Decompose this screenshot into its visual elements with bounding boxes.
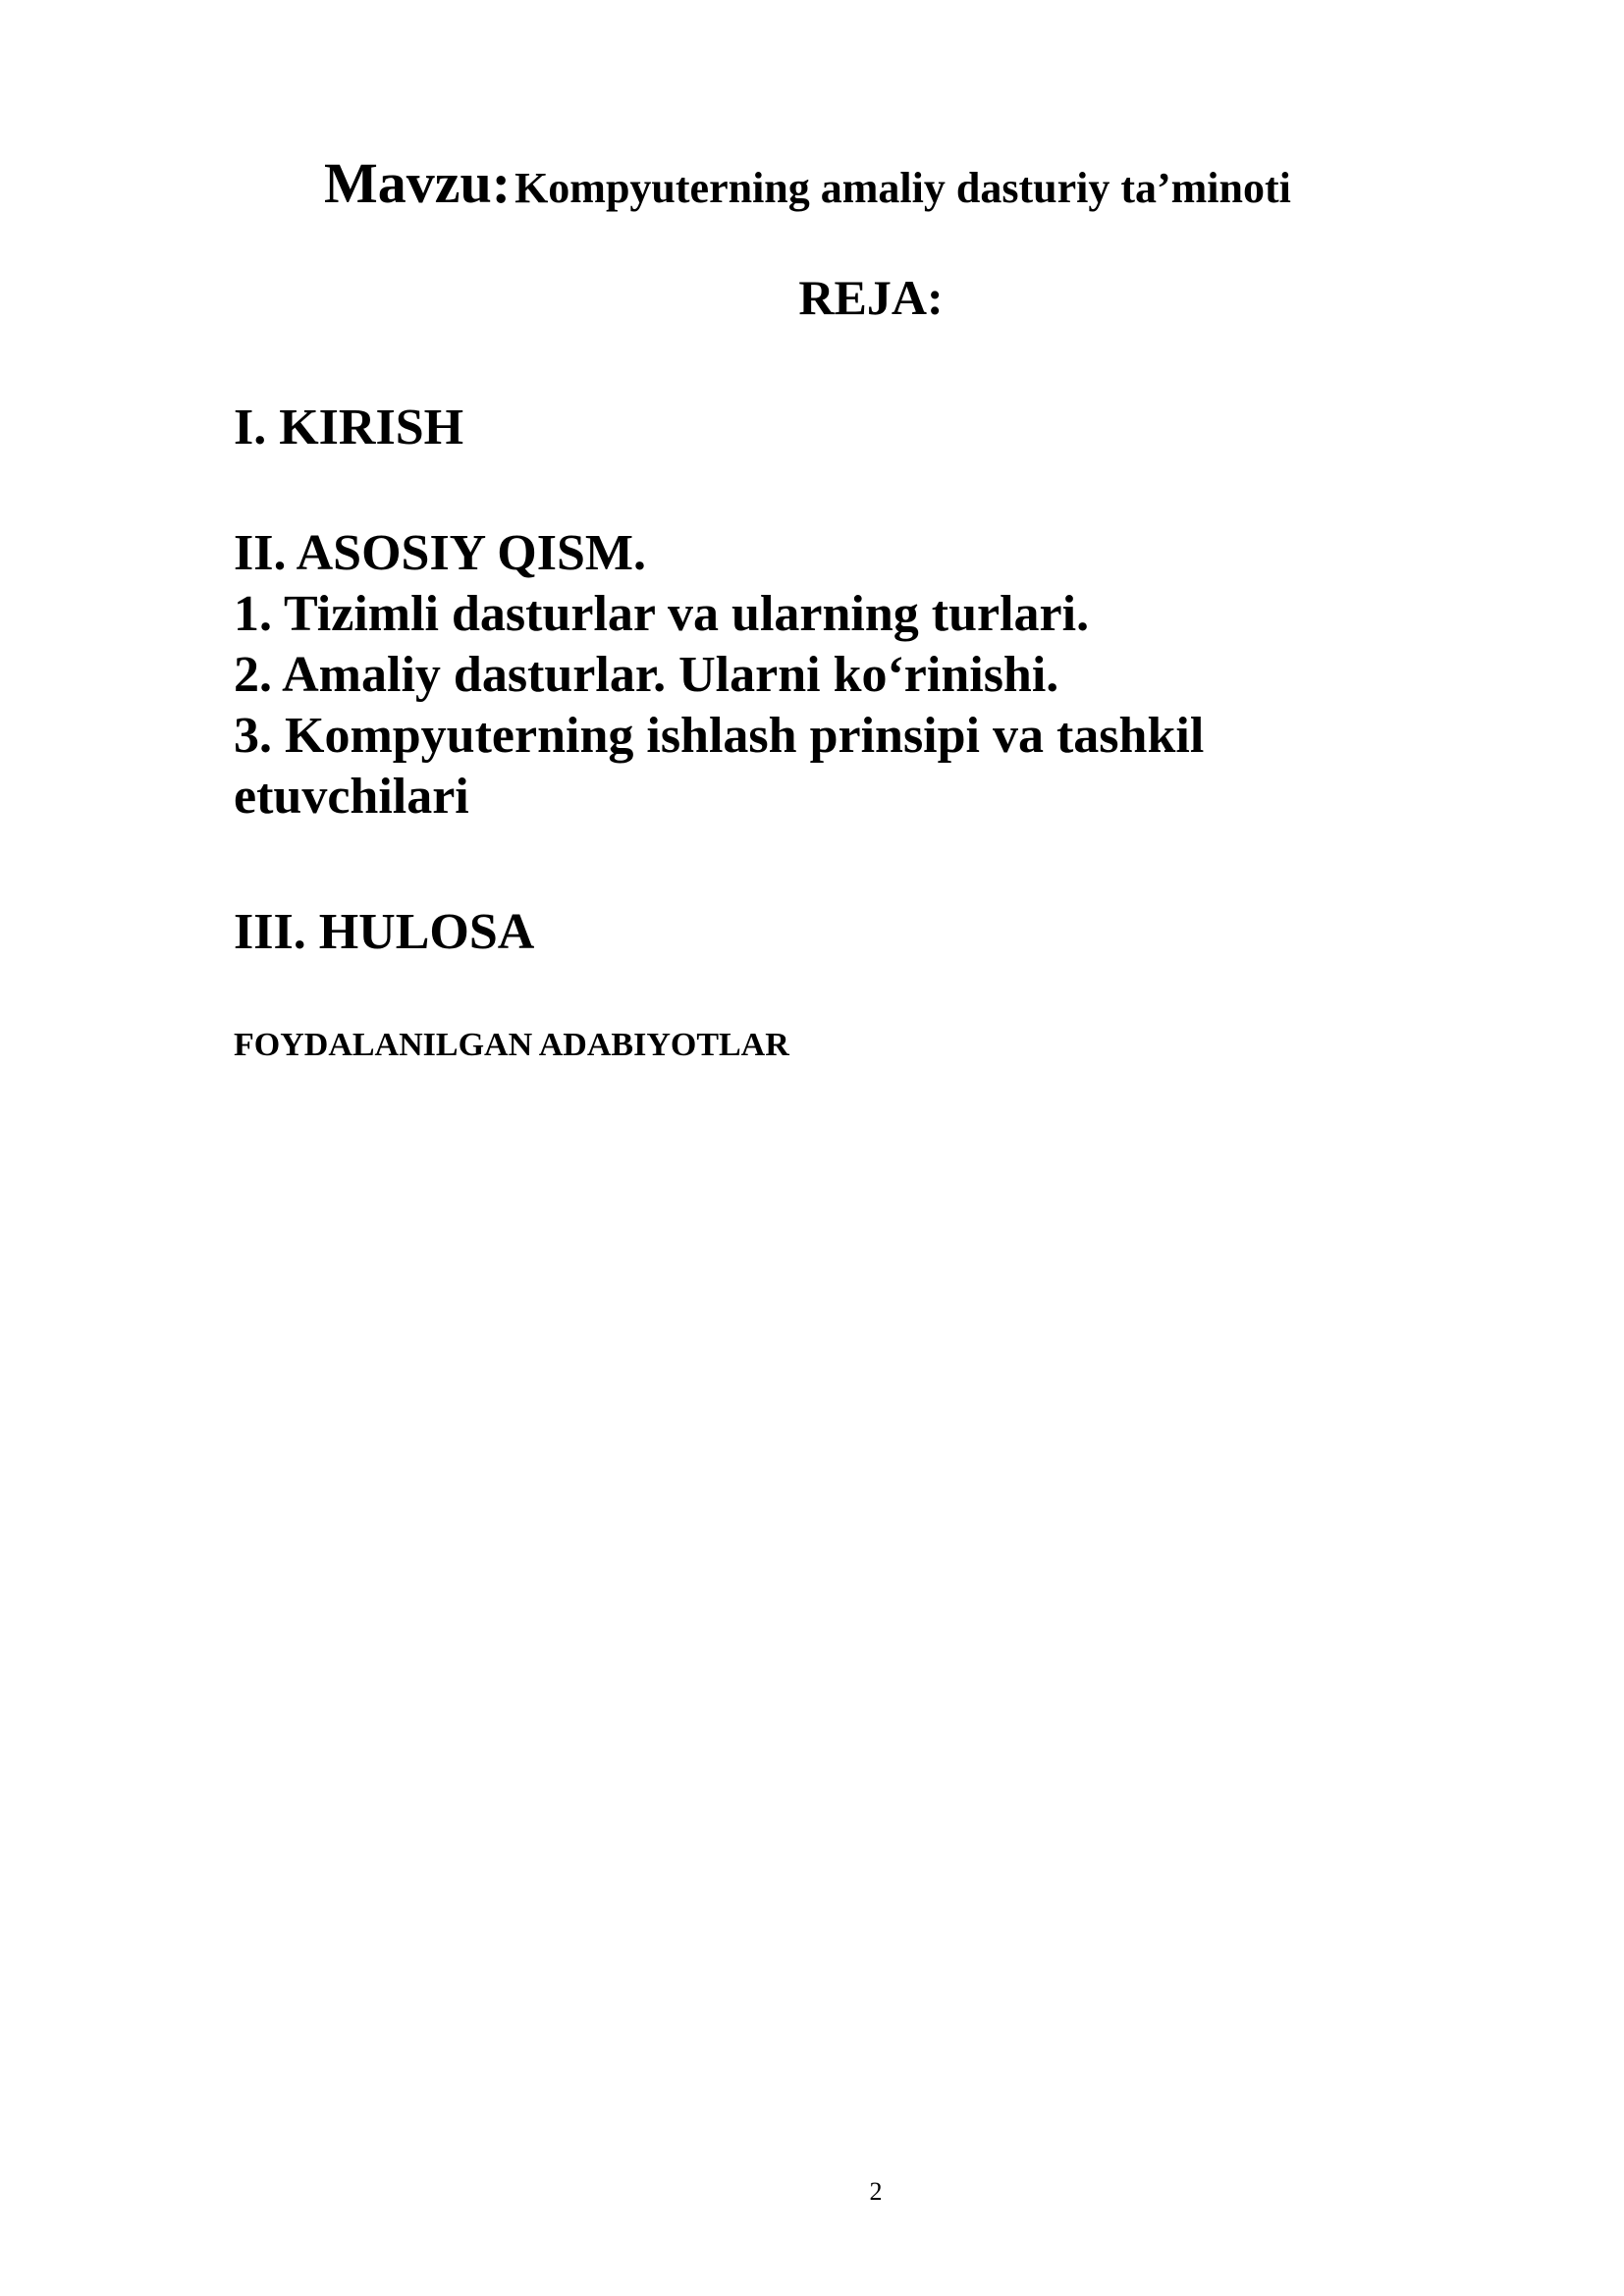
- plan-item: 3. Kompyuterning ishlash prinsipi va tashkil: [234, 708, 1205, 764]
- topic-line: [324, 151, 1291, 215]
- plan-item: 2. Amaliy dasturlar. Ularni ko‘rinishi.: [234, 647, 1059, 703]
- plan-heading: REJA:: [798, 270, 944, 325]
- main-part-heading: II. ASOSIY QISM.: [234, 525, 646, 581]
- references-heading: FOYDALANILGAN ADABIYOTLAR: [234, 1027, 789, 1063]
- topic-title: Kompyuterning amaliy dasturiy ta’minoti: [514, 164, 1291, 212]
- plan-item: 1. Tizimli dasturlar va ularning turlari.: [234, 586, 1090, 642]
- page-number: 2: [869, 2177, 883, 2206]
- plan-item-continuation: etuvchilari: [234, 769, 469, 825]
- topic-label: Mavzu:: [324, 151, 512, 215]
- conclusion-heading: III. HULOSA: [234, 904, 535, 960]
- intro-heading: I. KIRISH: [234, 400, 464, 455]
